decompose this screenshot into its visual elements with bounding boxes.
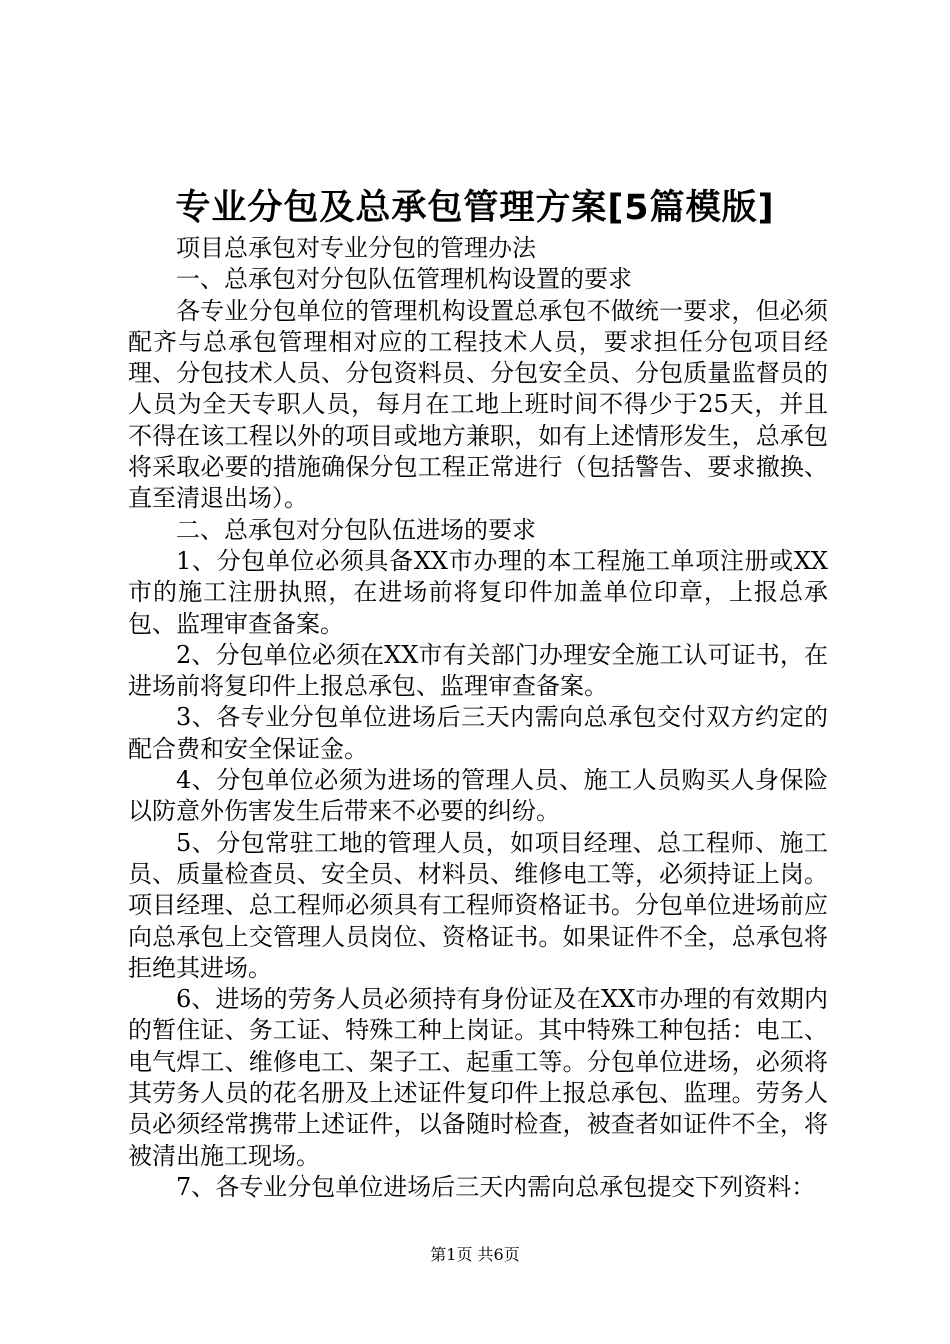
list-item: 1、分包单位必须具备XX市办理的本工程施工单项注册或XX市的施工注册执照，在进场前将复印件加盖单位印章，上报总承包、监理审查备案。 bbox=[128, 546, 828, 638]
list-item: 5、分包常驻工地的管理人员，如项目经理、总工程师、施工员、质量检查员、安全员、材料员、维修电工等，必须持证上岗。项目经理、总工程师必须具有工程师资格证书。分包单位进场前应向总承包上交管理人员岗位、资格证书。如果证件不全，总承包将拒绝其进场。 bbox=[128, 828, 828, 982]
list-item: 6、进场的劳务人员必须持有身份证及在XX市办理的有效期内的暂住证、务工证、特殊工种上岗证。其中特殊工种包括：电工、电气焊工、维修电工、架子工、起重工等。分包单位进场，必须将其劳务人员的花名册及上述证件复印件上报总承包、监理。劳务人员必须经常携带上述证件，以备随时检查，被查者如证件不全，将被清出施工现场。 bbox=[128, 985, 828, 1170]
paragraph: 各专业分包单位的管理机构设置总承包不做统一要求，但必须配齐与总承包管理相对应的工程技术人员，要求担任分包项目经理、分包技术人员、分包资料员、分包安全员、分包质量监督员的人员为全天专职人员，每月在工地上班时间不得少于25天，并且不得在该工程以外的项目或地方兼职，如有上述情形发生，总承包将采取必要的措施确保分包工程正常进行（包括警告、要求撤换、直至清退出场）。 bbox=[128, 296, 828, 513]
document-title: 专业分包及总承包管理方案[5篇模版] bbox=[175, 188, 775, 228]
document-body bbox=[128, 233, 828, 1203]
section-heading: 一、总承包对分包队伍管理机构设置的要求 bbox=[176, 265, 632, 294]
section-heading: 二、总承包对分包队伍进场的要求 bbox=[176, 515, 536, 544]
list-item: 7、各专业分包单位进场后三天内需向总承包提交下列资料： bbox=[176, 1172, 816, 1201]
page-footer: 第1页 共6页 bbox=[430, 1245, 520, 1264]
paragraph-heading: 项目总承包对专业分包的管理办法 bbox=[176, 234, 536, 262]
list-item: 2、分包单位必须在XX市有关部门办理安全施工认可证书，在进场前将复印件上报总承包、监理审查备案。 bbox=[128, 640, 828, 701]
list-item: 3、各专业分包单位进场后三天内需向总承包交付双方约定的配合费和安全保证金。 bbox=[128, 703, 828, 763]
list-item: 4、分包单位必须为进场的管理人员、施工人员购买人身保险以防意外伤害发生后带来不必要的纠纷。 bbox=[128, 766, 828, 826]
